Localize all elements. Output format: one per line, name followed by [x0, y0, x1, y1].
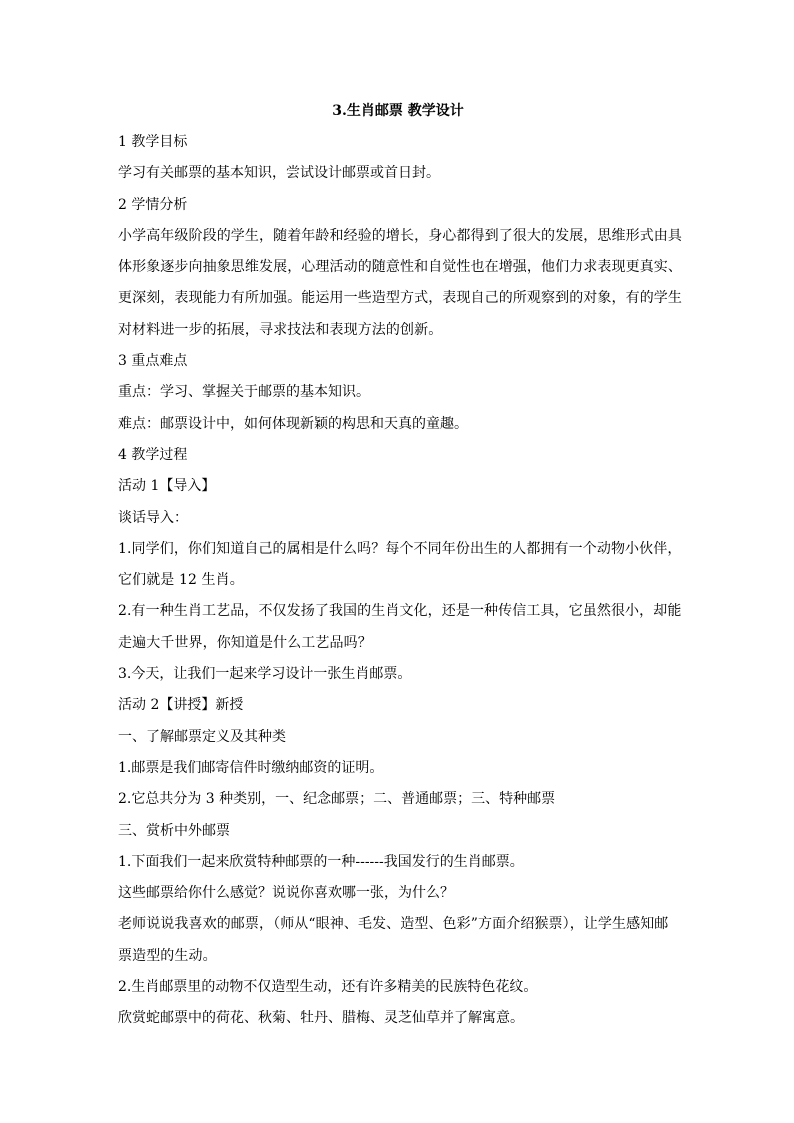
paragraph-line: 1.同学们，你们知道自己的属相是什么吗？每个不同年份出生的人都拥有一个动物小伙伴， — [118, 540, 682, 557]
appreciation-item-1: 1.下面我们一起来欣赏特种邮票的一种------我国发行的生肖邮票。 — [118, 853, 524, 870]
stamp-types-text: 2.它总共分为 3 种类别，一、纪念邮票；二、普通邮票；三、特种邮票 — [118, 791, 556, 808]
student-analysis-paragraph — [118, 221, 682, 346]
intro-item-1 — [118, 534, 682, 597]
document-title: 3.生肖邮票 教学设计 — [332, 103, 464, 119]
paragraph-line: 小学高年级阶段的学生，随着年龄和经验的增长，身心都得到了很大的发展，思维形式由具 — [118, 227, 682, 244]
heading-teaching-process: 4 教学过程 — [118, 446, 188, 463]
paragraph-line: 票造型的生动。 — [118, 947, 217, 964]
paragraph-line: 体形象逐步向抽象思维发展，心理活动的随意性和自觉性也在增强，他们力求表现更真实、 — [118, 259, 682, 276]
heading-teaching-goal: 1 教学目标 — [118, 134, 188, 150]
teaching-goal-text: 学习有关邮票的基本知识，尝试设计邮票或首日封。 — [118, 165, 440, 182]
heading-key-difficult-points: 3 重点难点 — [118, 353, 188, 370]
conversation-intro: 谈话导入： — [118, 509, 188, 526]
intro-item-3: 3.今天，让我们一起来学习设计一张生肖邮票。 — [118, 666, 412, 683]
paragraph-line: 更深刻，表现能力有所加强。能运用一些造型方式，表现自己的所观察到的对象，有的学生 — [118, 290, 682, 307]
appreciation-item-2: 2.生肖邮票里的动物不仅造型生动，还有许多精美的民族特色花纹。 — [118, 979, 538, 996]
difficult-point-text: 难点：邮票设计中，如何体现新颖的构思和天真的童趣。 — [118, 415, 468, 432]
document-page — [118, 96, 682, 1035]
key-point-text: 重点：学习、掌握关于邮票的基本知识。 — [118, 384, 370, 401]
heading-student-analysis: 2 学情分析 — [118, 196, 188, 213]
section-stamp-appreciation: 三、赏析中外邮票 — [118, 822, 230, 839]
stamp-definition-text: 1.邮票是我们邮寄信件时缴纳邮资的证明。 — [118, 759, 384, 776]
teacher-favorite-paragraph — [118, 909, 678, 972]
paragraph-line: 走遍大千世界，你知道是什么工艺品吗？ — [118, 634, 372, 651]
snake-stamp-text: 欣赏蛇邮票中的荷花、秋菊、牡丹、腊梅、灵芝仙草并了解寓意。 — [118, 1010, 524, 1027]
paragraph-line: 它们就是 12 生肖。 — [118, 572, 244, 589]
intro-item-2 — [118, 596, 682, 659]
section-stamp-definition: 一、了解邮票定义及其种类 — [118, 728, 286, 745]
paragraph-line: 对材料进一步的拓展，寻求技法和表现方法的创新。 — [118, 321, 443, 338]
appreciation-question: 这些邮票给你什么感觉？说说你喜欢哪一张，为什么？ — [118, 885, 454, 902]
paragraph-line: 老师说说我喜欢的邮票，（师从“眼神、毛发、造型、色彩”方面介绍猴票），让学生感知邮 — [118, 916, 669, 933]
paragraph-line: 2.有一种生肖工艺品，不仅发扬了我国的生肖文化，还是一种传信工具，它虽然很小，却能 — [118, 603, 682, 620]
activity-1-heading: 活动 1【导入】 — [118, 478, 216, 495]
activity-2-heading: 活动 2【讲授】新授 — [118, 697, 244, 714]
